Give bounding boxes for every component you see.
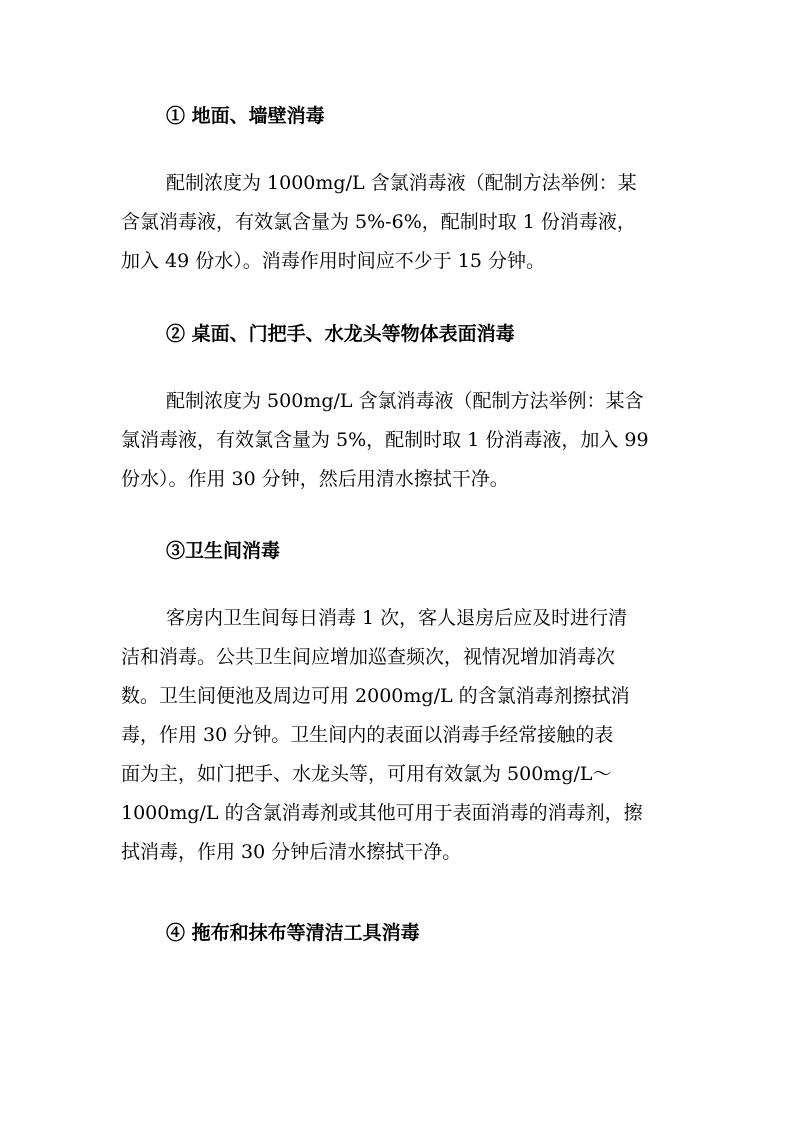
paragraph-line: 毒，作用 30 分钟。卫生间内的表面以消毒手经常接触的表 bbox=[121, 724, 614, 746]
paragraph-line: 1000mg/L 的含氯消毒剂或其他可用于表面消毒的消毒剂，擦 bbox=[121, 802, 643, 824]
paragraph-line: 份水）。作用 30 分钟，然后用清水擦拭干净。 bbox=[121, 468, 509, 490]
paragraph-line: 数。卫生间便池及周边可用 2000mg/L 的含氯消毒剂擦拭消 bbox=[121, 685, 630, 707]
paragraph-line: 配制浓度为 1000mg/L 含氯消毒液（配制方法举例：某 bbox=[166, 172, 637, 194]
paragraph-line: 面为主，如门把手、水龙头等，可用有效氯为 500mg/L～ bbox=[121, 763, 612, 785]
section-heading-floor-wall: ① 地面、墙壁消毒 bbox=[166, 105, 325, 127]
paragraph-line: 洁和消毒。公共卫生间应增加巡查频次，视情况增加消毒次 bbox=[121, 646, 616, 668]
paragraph-line: 含氯消毒液，有效氯含量为 5%-6%，配制时取 1 份消毒液， bbox=[121, 211, 636, 233]
section-paragraph-restroom bbox=[121, 599, 681, 872]
section-paragraph-floor-wall bbox=[121, 164, 681, 281]
paragraph-line: 加入 49 份水）。消毒作用时间应不少于 15 分钟。 bbox=[121, 250, 546, 272]
section-heading-restroom: ③卫生间消毒 bbox=[166, 540, 281, 562]
section-heading-cleaning-tools: ④ 拖布和抹布等清洁工具消毒 bbox=[166, 922, 420, 944]
section-paragraph-surfaces bbox=[121, 382, 681, 499]
paragraph-line: 拭消毒，作用 30 分钟后清水擦拭干净。 bbox=[121, 841, 462, 863]
paragraph-line: 配制浓度为 500mg/L 含氯消毒液（配制方法举例：某含 bbox=[166, 390, 644, 412]
paragraph-line: 氯消毒液，有效氯含量为 5%，配制时取 1 份消毒液，加入 99 bbox=[121, 429, 649, 451]
section-heading-surfaces: ② 桌面、门把手、水龙头等物体表面消毒 bbox=[166, 323, 515, 345]
paragraph-line: 客房内卫生间每日消毒 1 次，客人退房后应及时进行清 bbox=[166, 607, 628, 629]
